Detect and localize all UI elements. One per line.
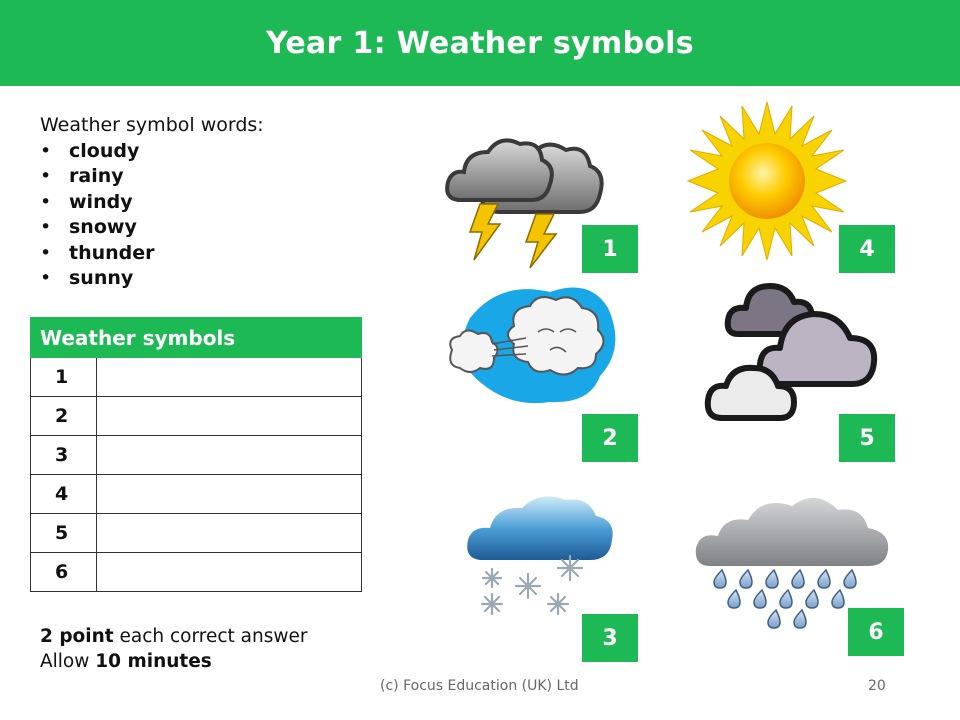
answer-table: [30, 317, 362, 592]
points-value: 2 point: [40, 626, 114, 647]
table-row: [31, 436, 362, 475]
symbol-number-badge: 2: [582, 414, 638, 462]
snowy-cloud-icon: [462, 486, 618, 620]
word-item: • snowy: [40, 215, 264, 241]
word-item: • sunny: [40, 266, 264, 292]
symbol-number-badge: 3: [582, 614, 638, 662]
table-row: [31, 475, 362, 514]
word-item: • cloudy: [40, 139, 264, 165]
answer-cell[interactable]: [97, 397, 362, 436]
symbol-number-badge: 4: [839, 225, 895, 273]
row-number: 2: [31, 397, 97, 436]
symbol-number-badge: 6: [848, 608, 904, 656]
allow-prefix: Allow: [40, 651, 96, 672]
sun-icon: [686, 100, 848, 262]
row-number: 6: [31, 553, 97, 592]
row-number: 3: [31, 436, 97, 475]
symbol-number-badge: 1: [582, 225, 638, 273]
row-number: 4: [31, 475, 97, 514]
time-value: 10 minutes: [95, 651, 212, 672]
page-number: 20: [868, 678, 886, 694]
time-line: [40, 649, 307, 674]
table-row: [31, 514, 362, 553]
answer-cell[interactable]: [97, 475, 362, 514]
row-number: 1: [31, 358, 97, 397]
symbol-number-badge: 5: [839, 414, 895, 462]
answer-cell[interactable]: [97, 514, 362, 553]
answer-cell[interactable]: [97, 436, 362, 475]
word-item: • thunder: [40, 241, 264, 267]
row-number: 5: [31, 514, 97, 553]
word-item: • windy: [40, 190, 264, 216]
windy-cloud-icon: [440, 278, 626, 408]
copyright-text: (c) Focus Education (UK) Ltd: [380, 678, 579, 694]
table-row: [31, 553, 362, 592]
scoring-note: [40, 624, 307, 674]
title-banner: [0, 0, 960, 86]
cloudy-icon: [700, 272, 880, 432]
page-title: Year 1: Weather symbols: [266, 25, 694, 61]
table-row: [31, 358, 362, 397]
answer-cell[interactable]: [97, 553, 362, 592]
word-bullets: [40, 139, 264, 292]
points-line: [40, 624, 307, 649]
points-suffix: each correct answer: [113, 626, 308, 647]
word-list: [40, 113, 264, 292]
word-list-heading: Weather symbol words:: [40, 114, 264, 136]
word-item: • rainy: [40, 164, 264, 190]
answer-cell[interactable]: [97, 358, 362, 397]
table-row: [31, 397, 362, 436]
answer-table-heading: Weather symbols: [31, 318, 362, 358]
